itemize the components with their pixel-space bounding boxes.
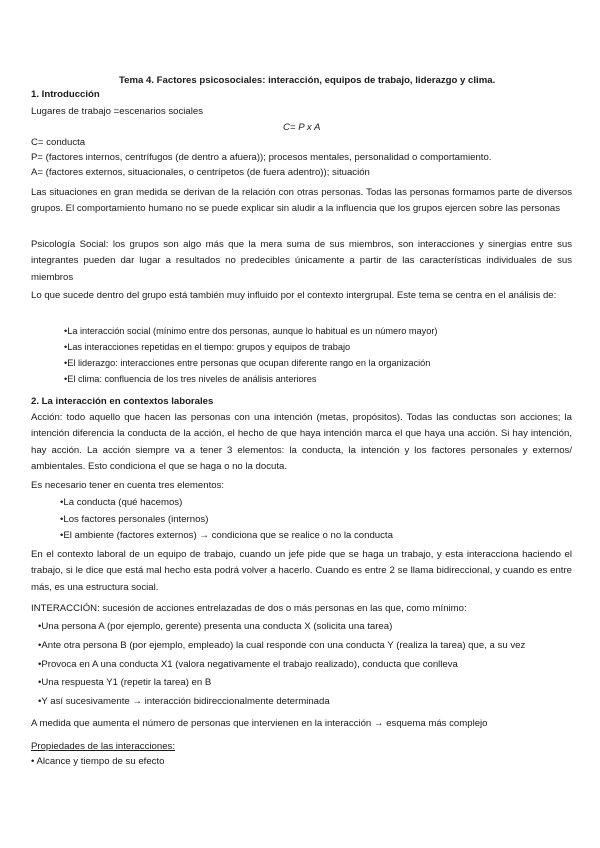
intro-paragraph-3: Lo que sucede dentro del grupo está también muy influido por el contexto intergrupal. Este tema se centra en el análisis de:: [31, 290, 557, 301]
properties-heading: Propiedades de las interacciones:: [31, 741, 175, 752]
action-paragraph: Acción: todo aquello que hacen las personas con una intención (metas, propósitos). Todas las conductas son acciones; la intención diferencia la conducta de la acción, el hecho de que haya intención marca el que haya una acción. Si hay intención, hay acción. La acción siempre va a tener 3 elementos: la conducta, la intención y los factores personales y externos/ ambientales. Esto condiciona el que se haga o no la docuta.: [31, 412, 572, 473]
intro-paragraph-2: Psicología Social: los grupos son algo más que la mera suma de sus miembros, son interacciones y sinergias entre sus integrantes pueden dar lugar a resultados no predecibles únicamente a partir de las características individuales de sus miembros: [31, 239, 572, 283]
intro-paragraph-1: Las situaciones en gran medida se derivan de la relación con otras personas. Todas las personas formamos parte de diversos grupos. El comportamiento humano no se puede explicar sin aludir a la influencia que los grupos ejercen sobre las personas: [31, 187, 572, 215]
section-2-heading: 2. La interacción en contextos laborales: [31, 396, 214, 407]
workplace-line: Lugares de trabajo =escenarios sociales: [31, 106, 203, 117]
list-item: •Y así sucesivamente → interacción bidireccionalmente determinada: [38, 696, 330, 707]
list-item: •El ambiente (factores externos) → condiciona que se realice o no la conducta: [60, 530, 393, 541]
document-title: Tema 4. Factores psicosociales: interacción, equipos de trabajo, liderazgo y clima.: [119, 75, 496, 86]
list-item: •La conducta (qué hacemos): [60, 497, 183, 508]
definition-a: A= (factores externos, situacionales, o centrípetos (de fuera adentro)); situación: [31, 167, 370, 178]
workplace-paragraph: En el contexto laboral de un equipo de trabajo, cuando un jefe pide que se haga un trabajo, y esta interacciona haciendo el trabajo, si le dice que está mal hecho esta podrá volver a hacerlo. Cuando es entre 2 se llama bidireccional, y cuando es entre más, es una estructura social.: [31, 549, 572, 593]
list-item: •El liderazgo: interacciones entre personas que ocupan diferente rango en la organización: [64, 358, 431, 368]
list-item: •Las interacciones repetidas en el tiempo: grupos y equipos de trabajo: [64, 342, 351, 352]
list-item: •Provoca en A una conducta X1 (valora negativamente el trabajo realizado), conducta que conlleva: [38, 659, 458, 670]
list-item: •Una persona A (por ejemplo, gerente) presenta una conducta X (solicita una tarea): [38, 621, 393, 632]
list-item: •Ante otra persona B (por ejemplo, empleado) la cual responde con una conducta Y (realiza la tarea) que, a su vez: [38, 640, 526, 651]
list-item: •Una respuesta Y1 (repetir la tarea) en B: [38, 677, 212, 688]
list-item: •El clima: confluencia de los tres niveles de análisis anteriores: [64, 374, 317, 384]
formula: C= P x A: [283, 122, 321, 133]
complexity-line: A medida que aumenta el número de personas que intervienen en la interacción → esquema más complejo: [31, 718, 488, 729]
list-item: •Los factores personales (internos): [60, 514, 209, 525]
definition-p: P= (factores internos, centrífugos (de dentro a afuera)); procesos mentales, personalidad o comportamiento.: [31, 152, 492, 163]
interaction-definition: INTERACCIÓN: sucesión de acciones entrelazadas de dos o más personas en las que, como mínimo:: [31, 603, 467, 614]
list-item: •La interacción social (mínimo entre dos personas, aunque lo habitual es un número mayor): [64, 326, 438, 336]
list-item: • Alcance y tiempo de su efecto: [31, 756, 165, 767]
elements-intro: Es necesario tener en cuenta tres elementos:: [31, 480, 225, 491]
definition-c: C= conducta: [31, 137, 86, 148]
section-1-heading: 1. Introducción: [31, 89, 100, 100]
